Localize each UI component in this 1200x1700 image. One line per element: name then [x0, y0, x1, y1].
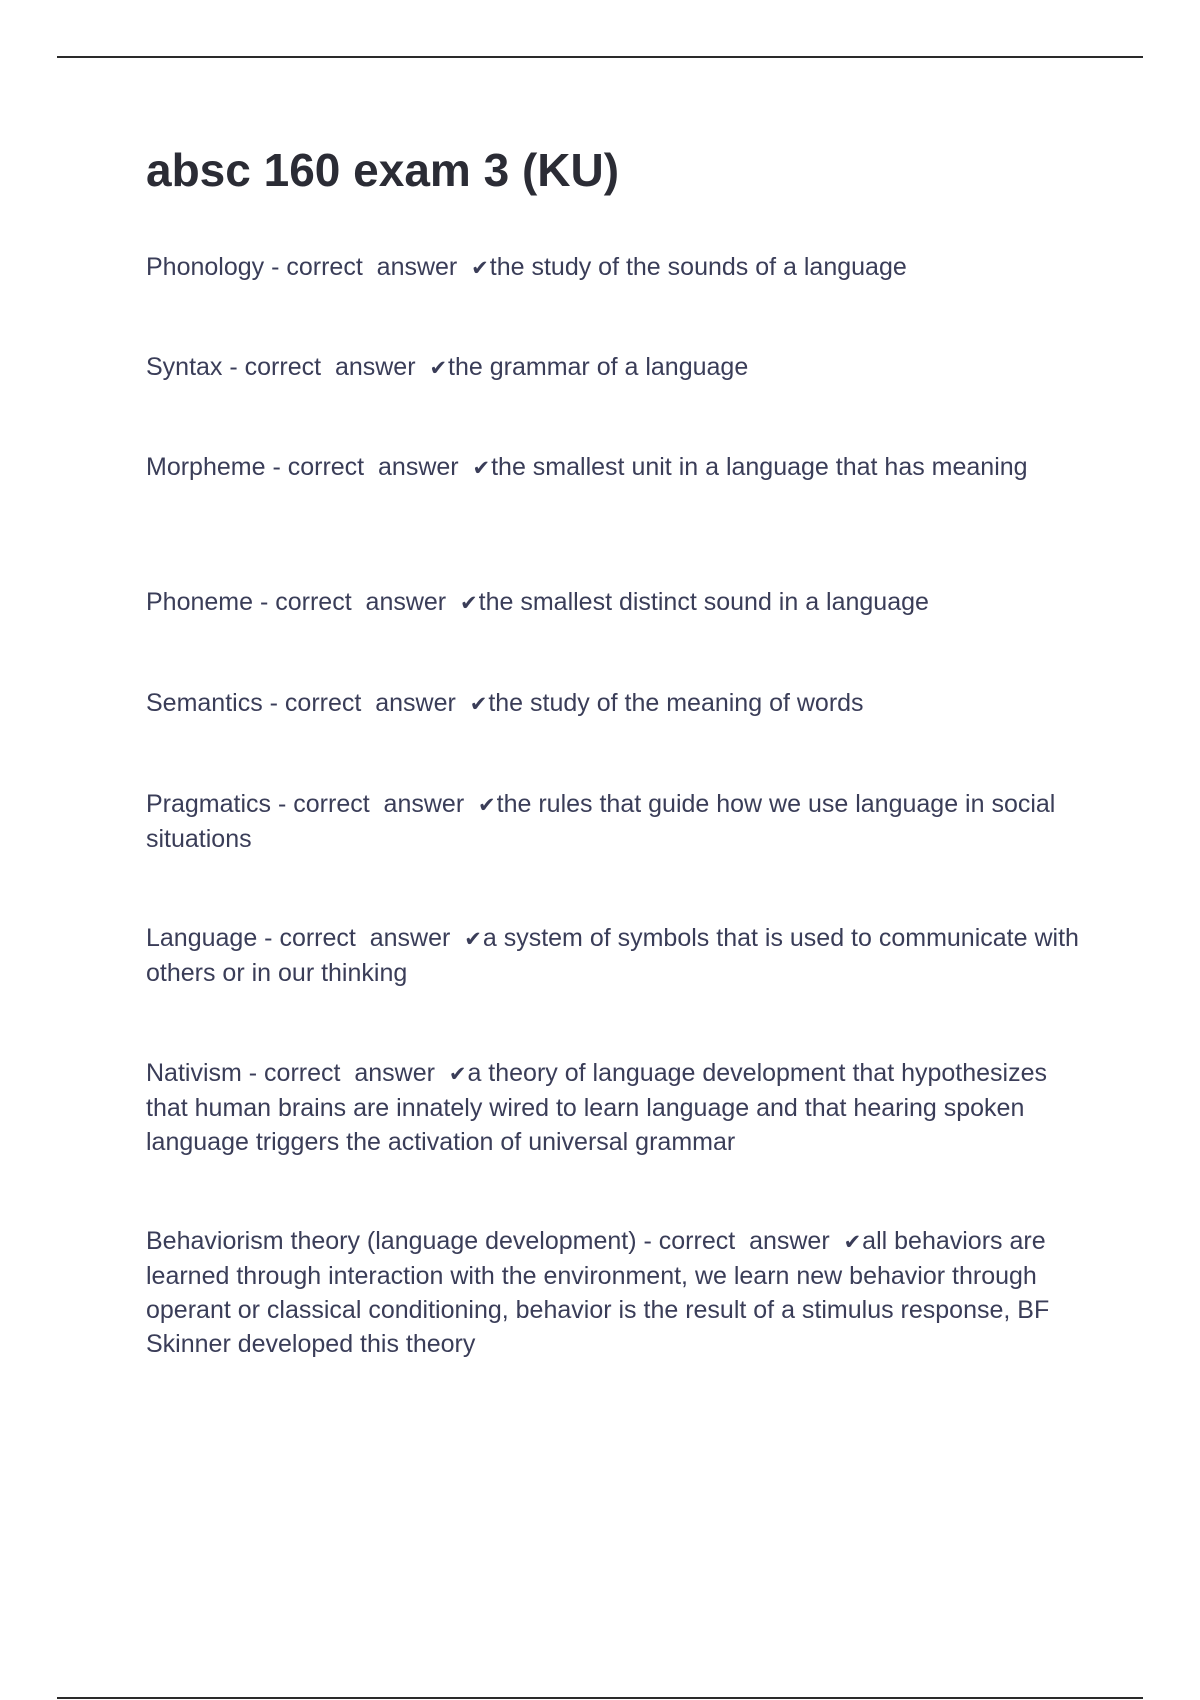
entry-term: Nativism: [146, 1059, 242, 1087]
flashcard-entry: [146, 250, 1086, 285]
answer-marker: - correct answer: [262, 689, 470, 717]
entry-definition: the rules that guide how we use language in social situations: [146, 790, 1056, 853]
flashcard-entry: [146, 350, 1086, 385]
flashcard-entry: [146, 585, 1086, 620]
entry-term: Pragmatics: [146, 790, 272, 818]
entry-definition: the grammar of a language: [448, 353, 749, 381]
entry-term: Morpheme: [146, 453, 266, 481]
entry-term: Syntax: [146, 353, 223, 381]
answer-marker: - correct answer: [636, 1227, 844, 1255]
flashcard-entry: [146, 450, 1086, 485]
entry-term: Semantics: [146, 689, 263, 717]
flashcard-entry: [146, 686, 1086, 721]
answer-marker: - correct answer: [257, 924, 465, 952]
flashcard-entry: [146, 1056, 1086, 1159]
answer-marker: - correct answer: [253, 588, 461, 616]
checkmark-icon: ✔: [429, 356, 448, 380]
entry-term: Phonology: [146, 253, 265, 281]
entry-definition: a system of symbols that is used to communicate with others or in our thinking: [146, 924, 1079, 987]
answer-marker: - correct answer: [271, 790, 479, 818]
answer-marker: - correct answer: [265, 453, 473, 481]
answer-marker: - correct answer: [241, 1059, 449, 1087]
entry-definition: the smallest distinct sound in a language: [478, 588, 929, 616]
entry-term: Behaviorism theory (language development): [146, 1227, 637, 1255]
checkmark-icon: ✔: [843, 1230, 862, 1254]
entry-definition: the study of the sounds of a language: [489, 253, 907, 281]
bottom-divider: [57, 1697, 1143, 1699]
flashcard-entry: [146, 1224, 1086, 1361]
flashcard-entry: [146, 787, 1086, 856]
entry-term: Phoneme: [146, 588, 254, 616]
checkmark-icon: ✔: [460, 591, 478, 615]
answer-marker: - correct answer: [264, 253, 472, 281]
page-title: absc 160 exam 3 (KU): [146, 144, 620, 196]
checkmark-icon: ✔: [472, 456, 491, 480]
flashcard-entry: [146, 921, 1086, 990]
checkmark-icon: ✔: [471, 256, 489, 280]
entry-definition: a theory of language development that hypothesizes that human brains are innately wired to learn language and that hearing spoken language triggers the activation of universal grammar: [146, 1059, 1048, 1156]
checkmark-icon: ✔: [464, 927, 482, 951]
checkmark-icon: ✔: [469, 692, 488, 716]
answer-marker: - correct answer: [222, 353, 430, 381]
entry-term: Language: [146, 924, 258, 952]
entry-definition: the smallest unit in a language that has meaning: [491, 453, 1028, 481]
top-divider: [57, 56, 1143, 58]
checkmark-icon: ✔: [448, 1062, 467, 1086]
entry-definition: all behaviors are learned through interaction with the environment, we learn new behavior through operant or classical conditioning, behavior is the result of a stimulus response, BF Skinner developed this theory: [146, 1227, 1050, 1358]
entry-definition: the study of the meaning of words: [488, 689, 864, 717]
checkmark-icon: ✔: [478, 793, 496, 817]
